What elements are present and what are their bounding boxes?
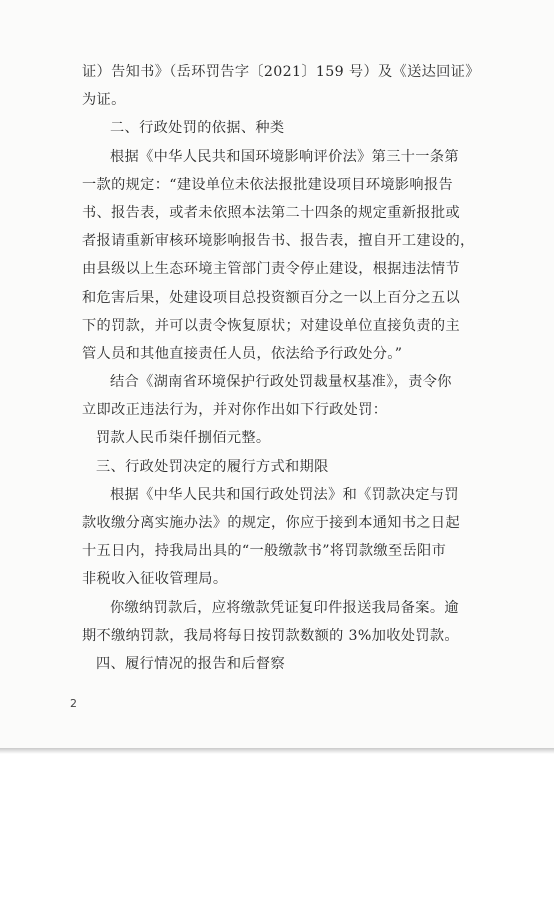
page-number: 2 bbox=[70, 697, 77, 710]
text-line: 和危害后果，处建设项目总投资额百分之一以上百分之五以 bbox=[82, 289, 460, 306]
section-heading: 三、行政处罚决定的履行方式和期限 bbox=[96, 458, 329, 475]
text-line: 者报请重新审核环境影响报告书、报告表，擅自开工建设的， bbox=[82, 233, 475, 250]
text-line: 一款的规定：“建设单位未依法报批建设项目环境影响报告 bbox=[82, 176, 454, 193]
text-line: 非税收入征收管理局。 bbox=[82, 571, 228, 588]
page-edge bbox=[0, 748, 554, 754]
text-line: 为证。 bbox=[82, 92, 126, 109]
text-line: 根据《中华人民共和国行政处罚法》和《罚款决定与罚 bbox=[110, 486, 459, 503]
text-line: 由县级以上生态环境主管部门责令停止建设，根据违法情节 bbox=[82, 261, 460, 278]
body-text bbox=[82, 58, 480, 678]
text-line: 管人员和其他直接责任人员，依法给予行政处分。” bbox=[82, 345, 403, 362]
section-heading: 四、履行情况的报告和后督察 bbox=[96, 655, 285, 672]
text-line: 你缴纳罚款后，应将缴款凭证复印件报送我局备案。逾 bbox=[110, 599, 459, 616]
text-line: 期不缴纳罚款，我局将每日按罚款数额的 3%加收处罚款。 bbox=[82, 627, 459, 644]
text-line: 款收缴分离实施办法》的规定，你应于接到本通知书之日起 bbox=[82, 515, 460, 531]
text-line: 立即改正违法行为，并对你作出如下行政处罚： bbox=[82, 402, 388, 419]
section-heading: 二、行政处罚的依据、种类 bbox=[110, 120, 285, 137]
text-line: 下的罚款，并可以责令恢复原状；对建设单位直接负责的主 bbox=[82, 317, 460, 334]
text-line: 书、报告表，或者未依照本法第二十四条的规定重新报批或 bbox=[82, 204, 460, 221]
text-line: 根据《中华人民共和国环境影响评价法》第三十一条第 bbox=[110, 148, 459, 165]
text-line: 结合《湖南省环境保护行政处罚裁量权基准》，责令你 bbox=[110, 374, 452, 391]
text-line: 证）告知书》（岳环罚告字〔2021〕159 号）及《送达回证》 bbox=[82, 64, 480, 80]
text-line: 十五日内，持我局出具的“一般缴款书”将罚款缴至岳阳市 bbox=[82, 543, 447, 560]
penalty-line: 罚款人民币柒仟捌佰元整。 bbox=[96, 430, 271, 447]
